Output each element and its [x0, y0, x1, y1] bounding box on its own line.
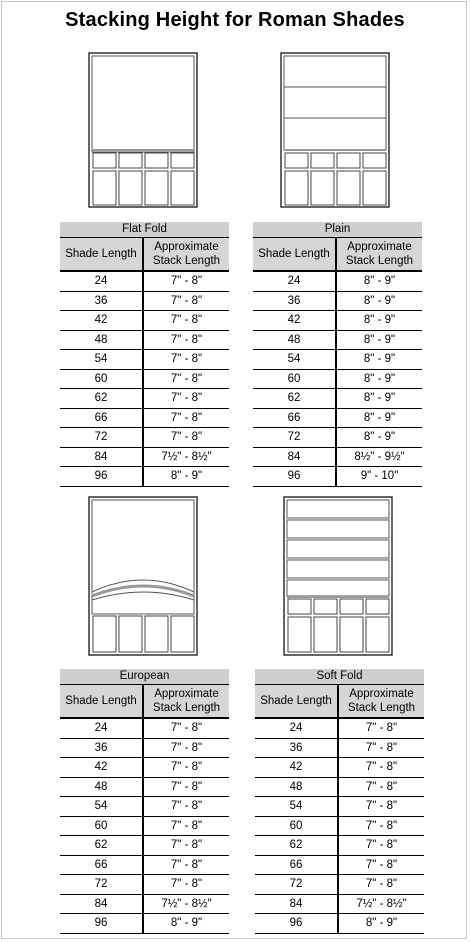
stack-length-cell: 8" - 9"	[336, 291, 422, 311]
stack-length-cell: 8" - 9"	[336, 369, 422, 389]
stack-length-cell: 7" - 8"	[143, 777, 229, 797]
shade-length-cell: 84	[255, 894, 338, 914]
stack-length-cell: 7½" - 8½"	[143, 447, 229, 467]
stack-length-cell: 8½" - 9½"	[336, 447, 422, 467]
stack-table-body	[60, 272, 229, 487]
shade-length-cell: 54	[60, 797, 143, 817]
stack-length-cell: 7" - 8"	[143, 738, 229, 758]
stack-length-cell: 7" - 8"	[338, 777, 424, 797]
stack-length-cell: 7" - 8"	[338, 758, 424, 778]
shade-length-cell: 84	[253, 447, 336, 467]
shade-length-cell: 60	[255, 816, 338, 836]
shade-length-cell: 60	[253, 369, 336, 389]
shade-length-cell: 24	[60, 272, 143, 291]
table-row	[253, 428, 422, 448]
stack-length-header	[142, 685, 229, 717]
stack-length-cell: 7" - 8"	[143, 389, 229, 409]
table-row	[60, 816, 229, 836]
shade-length-cell: 42	[255, 758, 338, 778]
stack-length-cell: 7" - 8"	[143, 836, 229, 856]
stack-length-cell: 8" - 9"	[336, 389, 422, 409]
stack-length-cell: 7" - 8"	[338, 797, 424, 817]
stack-header-line2: Stack Length	[347, 702, 416, 714]
shade-length-cell: 42	[60, 311, 143, 331]
table-row	[60, 719, 229, 738]
table-row	[60, 369, 229, 389]
stack-length-cell: 7" - 8"	[143, 330, 229, 350]
flat-fold-shade-drawing	[88, 52, 198, 208]
table-row	[255, 855, 424, 875]
shade-length-cell: 72	[253, 428, 336, 448]
soft-fold-table	[255, 669, 424, 934]
shade-length-cell: 84	[60, 447, 143, 467]
shade-length-cell: 72	[255, 875, 338, 895]
stack-length-cell: 8" - 9"	[336, 428, 422, 448]
shade-length-cell: 62	[60, 389, 143, 409]
stack-length-cell: 7" - 8"	[338, 875, 424, 895]
table-row	[60, 291, 229, 311]
stack-header-line2: Stack Length	[152, 702, 221, 714]
european-table	[60, 669, 229, 934]
table-row	[60, 389, 229, 409]
stack-length-cell: 7" - 8"	[143, 408, 229, 428]
table-row	[60, 350, 229, 370]
stack-length-cell: 7" - 8"	[338, 855, 424, 875]
table-row	[253, 311, 422, 331]
shade-length-cell: 42	[60, 758, 143, 778]
plain-shade-drawing	[280, 52, 390, 208]
shade-length-cell: 60	[60, 816, 143, 836]
stack-length-cell: 7" - 8"	[338, 836, 424, 856]
stack-length-cell: 7" - 8"	[143, 311, 229, 331]
shade-length-header: Shade Length	[65, 695, 137, 707]
stack-header-line2: Stack Length	[152, 255, 221, 267]
table-name: European	[60, 669, 229, 685]
shade-length-cell: 72	[60, 875, 143, 895]
stack-table-body	[60, 719, 229, 934]
stack-length-header	[337, 685, 424, 717]
table-row	[253, 467, 422, 487]
column-headers	[253, 238, 422, 272]
table-row	[253, 330, 422, 350]
stack-length-cell: 9" - 10"	[336, 467, 422, 487]
table-row	[60, 914, 229, 934]
stack-length-cell: 8" - 9"	[336, 272, 422, 291]
shade-length-cell: 62	[255, 836, 338, 856]
shade-length-cell: 66	[60, 408, 143, 428]
table-row	[255, 836, 424, 856]
shade-length-cell: 24	[60, 719, 143, 738]
stack-length-cell: 7" - 8"	[143, 291, 229, 311]
stack-length-cell: 8" - 9"	[336, 408, 422, 428]
table-name: Soft Fold	[255, 669, 424, 685]
table-row	[255, 777, 424, 797]
table-row	[60, 894, 229, 914]
shade-length-cell: 62	[60, 836, 143, 856]
table-row	[60, 855, 229, 875]
stack-header-line1: Approximate	[154, 688, 219, 700]
shade-length-header: Shade Length	[65, 248, 137, 260]
shade-length-cell: 36	[60, 738, 143, 758]
stack-length-cell: 8" - 9"	[336, 350, 422, 370]
shade-length-cell: 42	[253, 311, 336, 331]
shade-length-cell: 48	[253, 330, 336, 350]
shade-length-cell: 54	[253, 350, 336, 370]
stack-length-cell: 7½" - 8½"	[338, 894, 424, 914]
shade-length-cell: 96	[253, 467, 336, 487]
shade-length-cell: 48	[60, 330, 143, 350]
flat-fold-table	[60, 222, 229, 487]
stack-length-cell: 7" - 8"	[338, 816, 424, 836]
table-name: Plain	[253, 222, 422, 238]
plain-table	[253, 222, 422, 487]
table-row	[255, 797, 424, 817]
column-headers	[60, 238, 229, 272]
stack-length-cell: 8" - 9"	[336, 311, 422, 331]
table-row	[255, 875, 424, 895]
shade-length-cell: 48	[255, 777, 338, 797]
stack-length-cell: 7" - 8"	[143, 816, 229, 836]
stack-length-cell: 7" - 8"	[338, 719, 424, 738]
shade-length-cell: 24	[255, 719, 338, 738]
table-row	[60, 738, 229, 758]
table-row	[253, 447, 422, 467]
table-row	[253, 291, 422, 311]
stack-length-cell: 8" - 9"	[143, 467, 229, 487]
table-row	[255, 738, 424, 758]
stack-length-cell: 7" - 8"	[143, 350, 229, 370]
stack-length-cell: 7" - 8"	[143, 758, 229, 778]
shade-length-cell: 66	[255, 855, 338, 875]
shade-length-cell: 66	[60, 855, 143, 875]
shade-length-cell: 36	[253, 291, 336, 311]
shade-length-cell: 96	[60, 467, 143, 487]
table-row	[60, 758, 229, 778]
stack-length-cell: 7½" - 8½"	[143, 894, 229, 914]
table-row	[60, 467, 229, 487]
table-row	[253, 389, 422, 409]
table-row	[60, 428, 229, 448]
table-name: Flat Fold	[60, 222, 229, 238]
table-row	[253, 350, 422, 370]
table-row	[255, 719, 424, 738]
stack-length-cell: 7" - 8"	[143, 719, 229, 738]
stack-length-cell: 7" - 8"	[143, 428, 229, 448]
table-row	[60, 272, 229, 291]
table-row	[253, 369, 422, 389]
page-title: Stacking Height for Roman Shades	[65, 9, 405, 31]
european-shade-drawing	[88, 496, 198, 656]
table-row	[60, 330, 229, 350]
column-headers	[60, 685, 229, 719]
table-row	[60, 408, 229, 428]
stack-header-line1: Approximate	[349, 688, 414, 700]
shade-length-cell: 54	[60, 350, 143, 370]
table-row	[255, 816, 424, 836]
table-row	[60, 836, 229, 856]
table-row	[60, 311, 229, 331]
table-row	[60, 797, 229, 817]
stack-length-cell: 8" - 9"	[143, 914, 229, 934]
stack-table-body	[253, 272, 422, 487]
stack-length-header	[142, 238, 229, 270]
shade-length-cell: 48	[60, 777, 143, 797]
shade-length-cell: 24	[253, 272, 336, 291]
table-row	[253, 272, 422, 291]
shade-length-cell: 62	[253, 389, 336, 409]
stack-header-line1: Approximate	[154, 241, 219, 253]
stack-length-cell: 7" - 8"	[143, 272, 229, 291]
column-headers	[255, 685, 424, 719]
soft-fold-shade-drawing	[283, 496, 393, 656]
table-row	[253, 408, 422, 428]
shade-length-cell: 66	[253, 408, 336, 428]
shade-length-header: Shade Length	[258, 248, 330, 260]
table-row	[255, 758, 424, 778]
table-row	[255, 894, 424, 914]
table-row	[60, 875, 229, 895]
shade-length-cell: 60	[60, 369, 143, 389]
stack-length-cell: 7" - 8"	[143, 875, 229, 895]
shade-length-cell: 96	[255, 914, 338, 934]
shade-length-header: Shade Length	[260, 695, 332, 707]
stack-length-cell: 8" - 9"	[338, 914, 424, 934]
shade-length-cell: 84	[60, 894, 143, 914]
stack-length-cell: 8" - 9"	[336, 330, 422, 350]
stack-header-line2: Stack Length	[345, 255, 414, 267]
shade-length-cell: 72	[60, 428, 143, 448]
table-row	[60, 777, 229, 797]
stack-length-cell: 7" - 8"	[338, 738, 424, 758]
stack-length-cell: 7" - 8"	[143, 369, 229, 389]
shade-length-cell: 36	[255, 738, 338, 758]
table-row	[255, 914, 424, 934]
table-row	[60, 447, 229, 467]
stack-length-cell: 7" - 8"	[143, 797, 229, 817]
stack-length-header	[335, 238, 422, 270]
stack-table-body	[255, 719, 424, 934]
shade-length-cell: 36	[60, 291, 143, 311]
stack-length-cell: 7" - 8"	[143, 855, 229, 875]
shade-length-cell: 96	[60, 914, 143, 934]
shade-length-cell: 54	[255, 797, 338, 817]
stack-header-line1: Approximate	[347, 241, 412, 253]
